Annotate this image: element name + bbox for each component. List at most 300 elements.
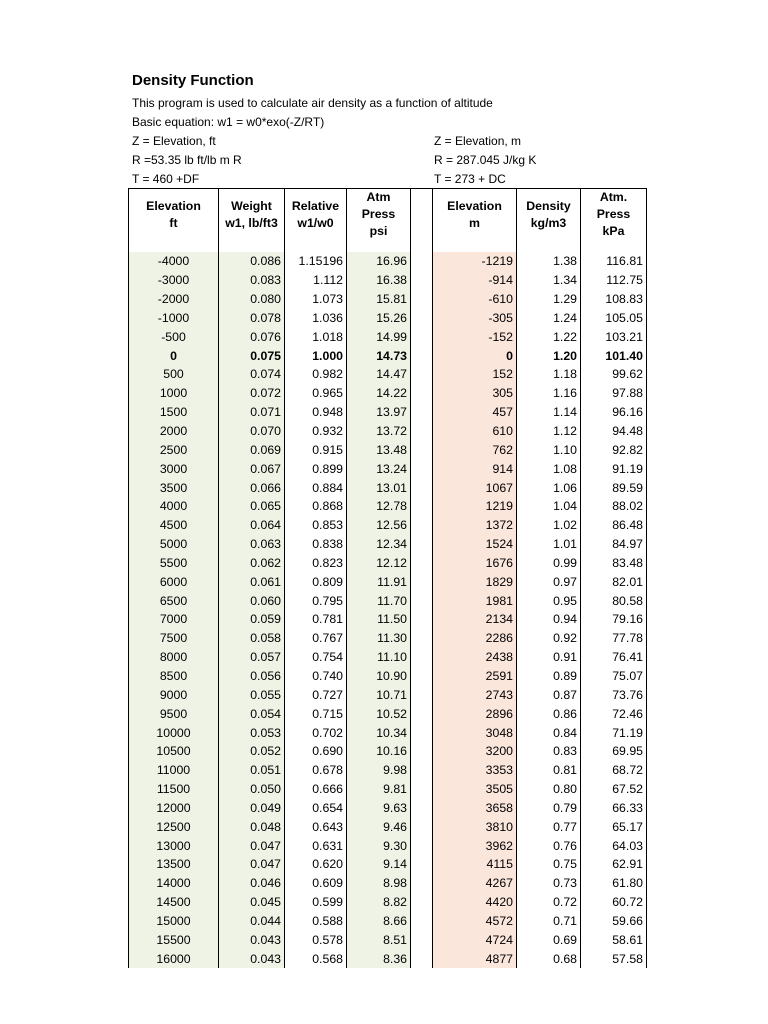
table-row [129, 459, 647, 478]
cell-relative: 0.948 [285, 403, 347, 422]
cell-atm-press-kpa: 92.82 [581, 440, 647, 459]
cell-atm-press-kpa: 71.19 [581, 723, 647, 742]
cell-weight: 0.080 [219, 290, 285, 309]
cell-atm-press-kpa: 105.05 [581, 309, 647, 328]
header-atm-press-psi [347, 189, 411, 241]
cell-relative: 0.809 [285, 572, 347, 591]
header-atm-kpa-line2: kPa [602, 224, 625, 238]
cell-gap [411, 422, 433, 441]
header-density-line2: kg/m3 [530, 215, 567, 230]
cell-elevation-ft: -3000 [129, 271, 219, 290]
density-table [128, 188, 647, 968]
left-def-t: T = 460 +DF [132, 172, 200, 186]
cell-weight: 0.083 [219, 271, 285, 290]
table-row [129, 346, 647, 365]
cell-elevation-ft: 10000 [129, 723, 219, 742]
cell-atm-press-kpa: 59.66 [581, 912, 647, 931]
cell-elevation-m: 3048 [433, 723, 517, 742]
cell-relative: 1.000 [285, 346, 347, 365]
cell-elevation-ft: 11500 [129, 780, 219, 799]
page-title: Density Function [132, 72, 254, 89]
cell-elevation-m: -305 [433, 309, 517, 328]
cell-elevation-m: 3200 [433, 742, 517, 761]
cell-density: 0.73 [517, 874, 581, 893]
cell-relative: 0.932 [285, 422, 347, 441]
header-atm-kpa-line1: Atm. Press [596, 190, 631, 221]
cell-elevation-ft: 13000 [129, 836, 219, 855]
cell-elevation-ft: 8000 [129, 648, 219, 667]
cell-gap [411, 629, 433, 648]
cell-relative: 1.15196 [285, 252, 347, 271]
cell-relative: 0.702 [285, 723, 347, 742]
cell-gap [411, 346, 433, 365]
cell-elevation-m: 1981 [433, 591, 517, 610]
cell-relative: 0.795 [285, 591, 347, 610]
cell-atm-press-kpa: 62.91 [581, 855, 647, 874]
cell-elevation-ft: 15500 [129, 930, 219, 949]
cell-relative: 0.678 [285, 761, 347, 780]
cell-density: 0.68 [517, 949, 581, 968]
cell-weight: 0.050 [219, 780, 285, 799]
cell-elevation-m: 2743 [433, 685, 517, 704]
cell-elevation-ft: -1000 [129, 309, 219, 328]
cell-atm-press-psi: 16.96 [347, 252, 411, 271]
cell-atm-press-psi: 10.90 [347, 667, 411, 686]
cell-density: 0.95 [517, 591, 581, 610]
cell-relative: 0.740 [285, 667, 347, 686]
cell-weight: 0.060 [219, 591, 285, 610]
cell-elevation-ft: 6000 [129, 572, 219, 591]
cell-atm-press-psi: 14.73 [347, 346, 411, 365]
cell-weight: 0.043 [219, 930, 285, 949]
cell-weight: 0.078 [219, 309, 285, 328]
cell-atm-press-psi: 13.97 [347, 403, 411, 422]
cell-gap [411, 874, 433, 893]
table-row [129, 723, 647, 742]
cell-atm-press-psi: 12.78 [347, 497, 411, 516]
cell-gap [411, 648, 433, 667]
left-def-z: Z = Elevation, ft [132, 134, 216, 148]
table-row [129, 855, 647, 874]
table-row [129, 535, 647, 554]
cell-weight: 0.064 [219, 516, 285, 535]
cell-elevation-m: 2591 [433, 667, 517, 686]
table-row [129, 874, 647, 893]
table-body [129, 240, 647, 968]
cell-weight: 0.053 [219, 723, 285, 742]
cell-density: 0.86 [517, 704, 581, 723]
cell-gap [411, 327, 433, 346]
right-def-z: Z = Elevation, m [434, 134, 522, 148]
cell-density: 0.80 [517, 780, 581, 799]
header-atm-psi-line2: psi [369, 224, 388, 238]
table-row [129, 893, 647, 912]
cell-atm-press-kpa: 77.78 [581, 629, 647, 648]
cell-atm-press-psi: 13.48 [347, 440, 411, 459]
cell-atm-press-psi: 9.30 [347, 836, 411, 855]
cell-atm-press-psi: 12.12 [347, 554, 411, 573]
cell-elevation-m: 152 [433, 365, 517, 384]
cell-elevation-ft: 1000 [129, 384, 219, 403]
table-row [129, 384, 647, 403]
cell-gap [411, 591, 433, 610]
cell-gap [411, 685, 433, 704]
cell-atm-press-psi: 11.10 [347, 648, 411, 667]
header-atm-psi-line1: Atm Press [361, 190, 396, 221]
cell-elevation-m: 4115 [433, 855, 517, 874]
cell-relative: 0.868 [285, 497, 347, 516]
cell-elevation-ft: 1500 [129, 403, 219, 422]
cell-gap [411, 949, 433, 968]
cell-elevation-m: 1829 [433, 572, 517, 591]
cell-elevation-ft: 7000 [129, 610, 219, 629]
cell-weight: 0.070 [219, 422, 285, 441]
cell-gap [411, 516, 433, 535]
table-row [129, 365, 647, 384]
table-row [129, 629, 647, 648]
table-row [129, 667, 647, 686]
right-def-t: T = 273 + DC [434, 172, 506, 186]
cell-weight: 0.072 [219, 384, 285, 403]
cell-atm-press-psi: 8.51 [347, 930, 411, 949]
cell-elevation-ft: 2500 [129, 440, 219, 459]
cell-relative: 0.588 [285, 912, 347, 931]
cell-elevation-m: 2286 [433, 629, 517, 648]
cell-atm-press-psi: 9.98 [347, 761, 411, 780]
cell-gap [411, 271, 433, 290]
table-row [129, 252, 647, 271]
cell-atm-press-kpa: 64.03 [581, 836, 647, 855]
cell-elevation-m: 2896 [433, 704, 517, 723]
cell-relative: 0.754 [285, 648, 347, 667]
cell-density: 1.14 [517, 403, 581, 422]
cell-gap [411, 478, 433, 497]
cell-gap [411, 667, 433, 686]
cell-gap [411, 704, 433, 723]
cell-weight: 0.051 [219, 761, 285, 780]
cell-atm-press-psi: 11.70 [347, 591, 411, 610]
cell-elevation-ft: 8500 [129, 667, 219, 686]
cell-elevation-m: 3810 [433, 817, 517, 836]
cell-atm-press-psi: 16.38 [347, 271, 411, 290]
table-row [129, 497, 647, 516]
cell-weight: 0.067 [219, 459, 285, 478]
table-row [129, 554, 647, 573]
cell-elevation-ft: 0 [129, 346, 219, 365]
cell-atm-press-kpa: 83.48 [581, 554, 647, 573]
table-row [129, 949, 647, 968]
cell-atm-press-kpa: 67.52 [581, 780, 647, 799]
cell-atm-press-psi: 10.16 [347, 742, 411, 761]
cell-weight: 0.075 [219, 346, 285, 365]
table-row [129, 798, 647, 817]
cell-density: 1.08 [517, 459, 581, 478]
cell-atm-press-psi: 13.24 [347, 459, 411, 478]
cell-elevation-ft: 2000 [129, 422, 219, 441]
cell-elevation-m: 4724 [433, 930, 517, 949]
table-row [129, 440, 647, 459]
cell-weight: 0.065 [219, 497, 285, 516]
cell-weight: 0.059 [219, 610, 285, 629]
cell-gap [411, 403, 433, 422]
cell-density: 1.22 [517, 327, 581, 346]
header-elevation-m-line1: Elevation [447, 198, 502, 213]
cell-atm-press-kpa: 89.59 [581, 478, 647, 497]
cell-atm-press-kpa: 69.95 [581, 742, 647, 761]
table-row [129, 930, 647, 949]
header-weight [219, 189, 285, 241]
table-row [129, 648, 647, 667]
cell-elevation-m: 4877 [433, 949, 517, 968]
cell-atm-press-kpa: 116.81 [581, 252, 647, 271]
table-row [129, 836, 647, 855]
cell-atm-press-kpa: 84.97 [581, 535, 647, 554]
cell-weight: 0.069 [219, 440, 285, 459]
cell-atm-press-psi: 13.01 [347, 478, 411, 497]
table-row [129, 912, 647, 931]
cell-elevation-ft: 14000 [129, 874, 219, 893]
table-row [129, 685, 647, 704]
cell-relative: 0.599 [285, 893, 347, 912]
cell-density: 0.75 [517, 855, 581, 874]
cell-gap [411, 761, 433, 780]
cell-atm-press-psi: 14.22 [347, 384, 411, 403]
cell-density: 0.91 [517, 648, 581, 667]
cell-relative: 0.915 [285, 440, 347, 459]
cell-atm-press-psi: 12.34 [347, 535, 411, 554]
cell-elevation-ft: -500 [129, 327, 219, 346]
cell-gap [411, 817, 433, 836]
header-gap [411, 189, 433, 241]
cell-relative: 0.666 [285, 780, 347, 799]
header-density [517, 189, 581, 241]
table-row [129, 403, 647, 422]
cell-elevation-m: 2438 [433, 648, 517, 667]
cell-atm-press-psi: 14.47 [347, 365, 411, 384]
cell-atm-press-kpa: 91.19 [581, 459, 647, 478]
cell-atm-press-kpa: 79.16 [581, 610, 647, 629]
cell-weight: 0.045 [219, 893, 285, 912]
cell-elevation-m: 457 [433, 403, 517, 422]
cell-atm-press-psi: 8.36 [347, 949, 411, 968]
cell-atm-press-psi: 11.50 [347, 610, 411, 629]
cell-atm-press-kpa: 72.46 [581, 704, 647, 723]
cell-density: 1.02 [517, 516, 581, 535]
cell-elevation-m: 305 [433, 384, 517, 403]
cell-elevation-m: 1067 [433, 478, 517, 497]
cell-atm-press-psi: 15.81 [347, 290, 411, 309]
cell-elevation-ft: 16000 [129, 949, 219, 968]
header-relative-line2: w1/w0 [297, 215, 334, 230]
cell-atm-press-kpa: 97.88 [581, 384, 647, 403]
cell-atm-press-kpa: 76.41 [581, 648, 647, 667]
cell-elevation-ft: 12500 [129, 817, 219, 836]
table-row [129, 572, 647, 591]
cell-atm-press-kpa: 88.02 [581, 497, 647, 516]
cell-atm-press-kpa: 96.16 [581, 403, 647, 422]
cell-elevation-ft: 9000 [129, 685, 219, 704]
header-elevation-m [433, 189, 517, 241]
header-weight-line2: w1, lb/ft3 [225, 215, 278, 230]
cell-relative: 1.036 [285, 309, 347, 328]
header-elevation-ft-line2: ft [169, 215, 178, 230]
cell-elevation-m: 4267 [433, 874, 517, 893]
cell-weight: 0.071 [219, 403, 285, 422]
cell-elevation-ft: 9500 [129, 704, 219, 723]
cell-density: 0.89 [517, 667, 581, 686]
cell-elevation-ft: -4000 [129, 252, 219, 271]
cell-atm-press-kpa: 103.21 [581, 327, 647, 346]
cell-gap [411, 836, 433, 855]
cell-atm-press-psi: 10.52 [347, 704, 411, 723]
cell-atm-press-kpa: 60.72 [581, 893, 647, 912]
cell-elevation-m: -610 [433, 290, 517, 309]
header-elevation-ft [129, 189, 219, 241]
cell-relative: 0.568 [285, 949, 347, 968]
cell-density: 0.76 [517, 836, 581, 855]
cell-weight: 0.061 [219, 572, 285, 591]
cell-density: 1.01 [517, 535, 581, 554]
cell-atm-press-kpa: 58.61 [581, 930, 647, 949]
cell-gap [411, 798, 433, 817]
cell-elevation-m: 3353 [433, 761, 517, 780]
cell-weight: 0.044 [219, 912, 285, 931]
cell-atm-press-psi: 9.63 [347, 798, 411, 817]
cell-weight: 0.047 [219, 836, 285, 855]
cell-elevation-m: -914 [433, 271, 517, 290]
cell-gap [411, 497, 433, 516]
cell-relative: 1.112 [285, 271, 347, 290]
cell-elevation-ft: 15000 [129, 912, 219, 931]
cell-gap [411, 742, 433, 761]
cell-atm-press-psi: 14.99 [347, 327, 411, 346]
cell-density: 1.10 [517, 440, 581, 459]
cell-atm-press-kpa: 99.62 [581, 365, 647, 384]
cell-atm-press-psi: 9.46 [347, 817, 411, 836]
cell-gap [411, 535, 433, 554]
cell-elevation-ft: 12000 [129, 798, 219, 817]
cell-atm-press-kpa: 65.17 [581, 817, 647, 836]
description-text: This program is used to calculate air density as a function of altitude [132, 96, 493, 110]
cell-atm-press-kpa: 68.72 [581, 761, 647, 780]
cell-elevation-ft: 7500 [129, 629, 219, 648]
cell-gap [411, 365, 433, 384]
cell-relative: 0.690 [285, 742, 347, 761]
cell-elevation-m: -1219 [433, 252, 517, 271]
cell-relative: 0.578 [285, 930, 347, 949]
cell-atm-press-kpa: 61.80 [581, 874, 647, 893]
cell-elevation-m: 0 [433, 346, 517, 365]
cell-relative: 0.609 [285, 874, 347, 893]
cell-relative: 0.965 [285, 384, 347, 403]
cell-density: 0.97 [517, 572, 581, 591]
cell-weight: 0.086 [219, 252, 285, 271]
cell-atm-press-kpa: 75.07 [581, 667, 647, 686]
table-header-row [129, 189, 647, 241]
header-weight-line1: Weight [231, 198, 272, 213]
cell-weight: 0.048 [219, 817, 285, 836]
cell-atm-press-kpa: 108.83 [581, 290, 647, 309]
cell-elevation-ft: 6500 [129, 591, 219, 610]
header-elevation-m-line2: m [469, 215, 480, 230]
cell-relative: 0.823 [285, 554, 347, 573]
cell-gap [411, 930, 433, 949]
cell-relative: 0.838 [285, 535, 347, 554]
cell-elevation-m: 610 [433, 422, 517, 441]
cell-elevation-ft: 11000 [129, 761, 219, 780]
equation-text: Basic equation: w1 = w0*exo(-Z/RT) [132, 115, 325, 129]
cell-density: 1.29 [517, 290, 581, 309]
cell-atm-press-psi: 9.14 [347, 855, 411, 874]
cell-elevation-m: 3962 [433, 836, 517, 855]
cell-weight: 0.043 [219, 949, 285, 968]
cell-density: 0.79 [517, 798, 581, 817]
spacer-row [129, 240, 647, 252]
cell-elevation-m: 1372 [433, 516, 517, 535]
cell-elevation-m: 762 [433, 440, 517, 459]
cell-atm-press-psi: 12.56 [347, 516, 411, 535]
cell-atm-press-psi: 8.66 [347, 912, 411, 931]
cell-relative: 1.018 [285, 327, 347, 346]
table-row [129, 817, 647, 836]
table-row [129, 704, 647, 723]
cell-weight: 0.052 [219, 742, 285, 761]
cell-atm-press-kpa: 80.58 [581, 591, 647, 610]
cell-atm-press-psi: 11.91 [347, 572, 411, 591]
cell-elevation-m: 3505 [433, 780, 517, 799]
table-row [129, 591, 647, 610]
cell-elevation-ft: 10500 [129, 742, 219, 761]
table-row [129, 309, 647, 328]
cell-weight: 0.058 [219, 629, 285, 648]
cell-atm-press-psi: 10.34 [347, 723, 411, 742]
cell-gap [411, 440, 433, 459]
cell-elevation-m: 1524 [433, 535, 517, 554]
cell-density: 0.71 [517, 912, 581, 931]
header-elevation-ft-line1: Elevation [146, 198, 201, 213]
cell-weight: 0.063 [219, 535, 285, 554]
left-def-r: R =53.35 lb ft/lb m R [132, 153, 242, 167]
cell-relative: 0.781 [285, 610, 347, 629]
cell-weight: 0.047 [219, 855, 285, 874]
cell-weight: 0.054 [219, 704, 285, 723]
cell-density: 0.94 [517, 610, 581, 629]
cell-gap [411, 610, 433, 629]
cell-gap [411, 309, 433, 328]
cell-density: 1.20 [517, 346, 581, 365]
cell-elevation-m: 3658 [433, 798, 517, 817]
cell-relative: 1.073 [285, 290, 347, 309]
cell-density: 1.04 [517, 497, 581, 516]
cell-weight: 0.057 [219, 648, 285, 667]
table-row [129, 327, 647, 346]
cell-gap [411, 290, 433, 309]
table-row [129, 780, 647, 799]
cell-gap [411, 554, 433, 573]
cell-density: 0.92 [517, 629, 581, 648]
cell-gap [411, 893, 433, 912]
cell-elevation-ft: 4500 [129, 516, 219, 535]
cell-atm-press-psi: 8.98 [347, 874, 411, 893]
header-atm-press-kpa [581, 189, 647, 241]
table-row [129, 761, 647, 780]
cell-weight: 0.062 [219, 554, 285, 573]
cell-density: 0.81 [517, 761, 581, 780]
cell-density: 0.99 [517, 554, 581, 573]
cell-elevation-ft: 500 [129, 365, 219, 384]
cell-gap [411, 780, 433, 799]
cell-elevation-m: -152 [433, 327, 517, 346]
